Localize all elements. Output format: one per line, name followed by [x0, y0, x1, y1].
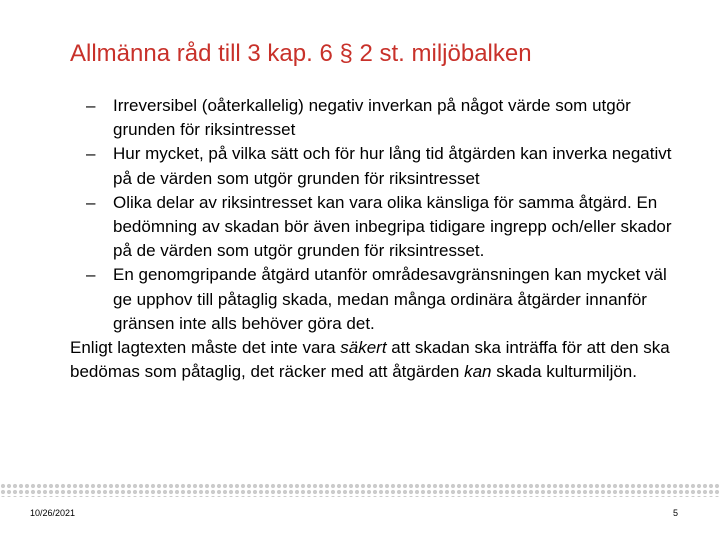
- bullet-item: [82, 191, 690, 264]
- bullet-text: En genomgripande åtgärd utanför områdesavgränsningen kan mycket väl ge upphov till påtaglig skada, medan många ordinära åtgärder innanför gränsen inte alls behöver göra det.: [113, 265, 667, 333]
- conclusion-text-1: Enligt lagtexten måste det inte vara: [70, 338, 341, 358]
- bullet-item: [82, 94, 690, 142]
- slide-title: Allmänna råd till 3 kap. 6 § 2 st. miljöbalken: [70, 40, 532, 67]
- conclusion-text-2: att skadan ska inträffa för att den ska bedömas som påtaglig, det räcker med att åtgärden: [70, 338, 670, 382]
- bullet-dash: –: [86, 265, 96, 285]
- bullet-dash: –: [86, 144, 96, 164]
- conclusion-emphasis-kan: kan: [464, 362, 492, 382]
- slide-body: [70, 94, 690, 384]
- bullet-item: [82, 142, 690, 190]
- footer-date: 10/26/2021: [30, 508, 76, 518]
- bullet-text: Irreversibel (oåterkallelig) negativ inverkan på något värde som utgör grunden för riksintresset: [113, 96, 631, 140]
- page-number: 5: [672, 508, 678, 518]
- bullet-dash: –: [86, 192, 96, 212]
- bullet-list: [70, 94, 690, 336]
- conclusion-emphasis-sakert: säkert: [340, 338, 387, 358]
- conclusion-text-3: skada kulturmiljön.: [491, 362, 637, 382]
- bullet-dash: –: [86, 96, 96, 115]
- bullet-text: Hur mycket, på vilka sätt och för hur lång tid åtgärden kan inverka negativt på de värden som utgör grunden för riksintresset: [113, 144, 672, 188]
- conclusion-paragraph: [70, 336, 690, 384]
- decorative-dot-band: [0, 483, 720, 497]
- bullet-item: [82, 263, 690, 336]
- bullet-text: Olika delar av riksintresset kan vara olika känsliga för samma åtgärd. En bedömning av skadan bör även inbegripa tidigare ingrepp och/eller skador på de värden som utgör grunden för riksintresset.: [113, 192, 672, 261]
